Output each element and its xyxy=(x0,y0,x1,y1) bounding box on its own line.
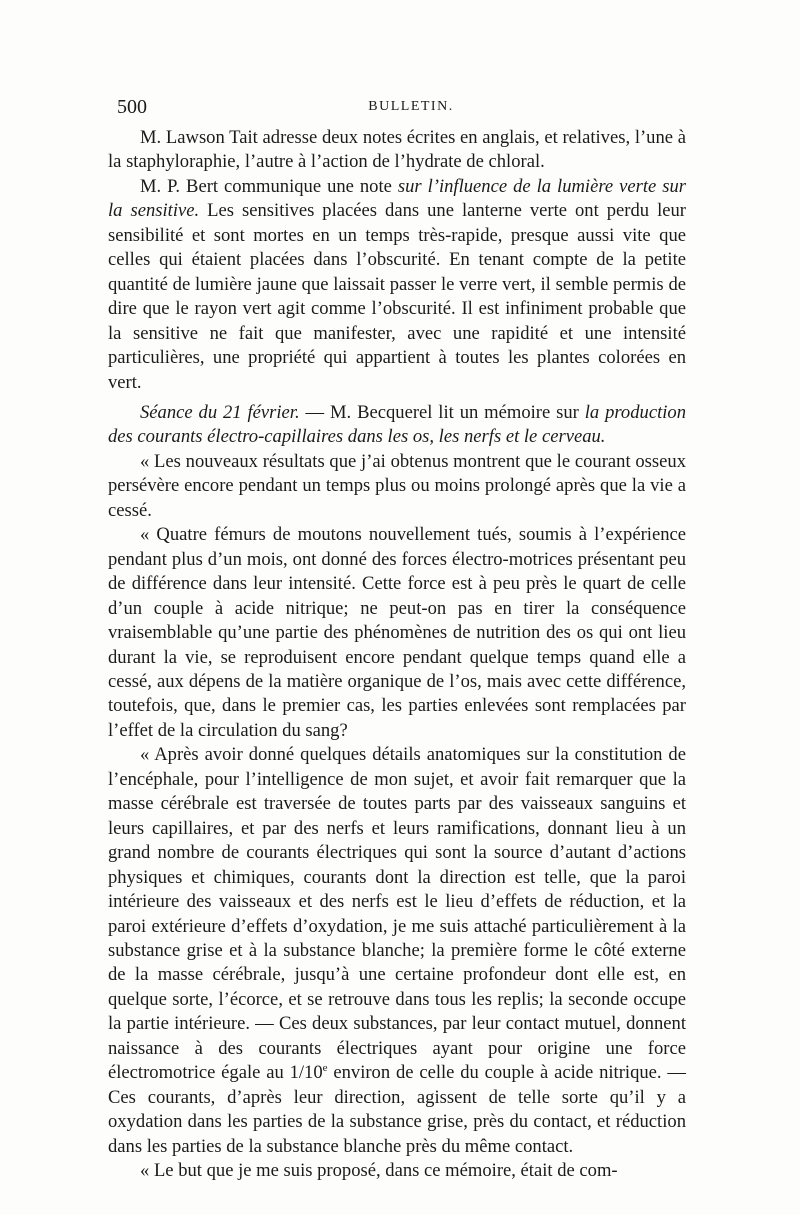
paragraph-text: « Après avoir donné quelques détails anatomiques sur la constitution de l’encéphale, pour l’intelligence de mon sujet, et avoir fait remarquer que la masse cérébrale est traversée de toutes parts par des vaisseaux sanguins et leurs capillaires, et par des nerfs et leurs ramifications, donnant lieu à un grand nombre de courants électriques qui sont la source d’autant d’actions physiques et chimiques, courants dont la direction est telle, que la paroi intérieure des vaisseaux et des nerfs est le lieu d’effets de réduction, et la paroi extérieure d’effets d’oxydation, je me suis attaché particulièrement à la substance grise et à la substance blanche; la première forme le côté externe de la masse cérébrale, jusqu’à une certaine profondeur dont elle est, en quelque sorte, l’écorce, et se retrouve dans tous les replis; la seconde occupe la partie intérieure. — Ces deux substances, par leur contact mutuel, donnent naissance à des courants électriques ayant pour origine une force électromotrice égale au 1/10 xyxy=(108,744,686,1084)
paragraph-lawson-tait xyxy=(108,126,686,175)
memoir-title: la production des courants électro-capillaires dans les os, les nerfs et le cerveau. xyxy=(108,401,687,448)
paragraph-text: M. P. Bert communique une note xyxy=(140,175,392,197)
paragraph-but xyxy=(108,1159,686,1183)
seance-date: Séance du 21 février. xyxy=(140,401,300,423)
page-header xyxy=(117,96,685,124)
body-text xyxy=(108,126,686,1183)
paragraph-text: « Le but que je me suis proposé, dans ce mémoire, était de com- xyxy=(140,1160,618,1182)
paragraph-text: — M. Becquerel lit un mémoire sur xyxy=(305,401,579,423)
paragraph-bert xyxy=(108,175,686,395)
superscript: e xyxy=(322,1062,328,1075)
paragraph-text: « Les nouveaux résultats que j’ai obtenus montrent que le courant osseux persévère encore pendant un temps plus ou moins prolongé après que la vie a cessé. xyxy=(108,450,686,521)
paragraph-text: Les sensitives placées dans une lanterne verte ont perdu leur sensibilité et sont mortes en un temps très-rapide, presque aussi vite que celles qui étaient placées dans l’obscurité. En tenant compte de la petite quantité de lumière jaune que laissait passer le verre vert, il semble permis de dire que le rayon vert agit comme l’obscurité. Il est infiniment probable que la sensitive ne fait que manifester, avec une rapidité et une intensité particulières, une propriété qui appartient à toutes les plantes colorées en vert. xyxy=(108,200,686,393)
paragraph-text: M. Lawson Tait adresse deux notes écrites en anglais, et relatives, l’une à la staphyloraphie, l’autre à l’action de l’hydrate de chloral. xyxy=(108,127,686,173)
note-title: sur l’influence de la lumière verte sur la sensitive. xyxy=(108,175,686,222)
page-number: 500 xyxy=(117,96,147,118)
paragraph-text: environ de celle du couple à acide nitrique. — Ces courants, d’après leur direction, agissent de telle sorte qu’il y a oxydation dans les parties de la substance grise, près du contact, et réduction dans les parties de la substance blanche près du même contact. xyxy=(108,1062,686,1157)
running-head: BULLETIN. xyxy=(368,99,454,114)
paragraph-courant-osseux xyxy=(108,450,686,523)
paragraph-seance xyxy=(108,401,686,450)
paragraph-femurs xyxy=(108,523,686,743)
paragraph-encephale xyxy=(108,743,686,1159)
paragraph-text: « Quatre fémurs de moutons nouvellement tués, soumis à l’expérience pendant plus d’un mois, ont donné des forces électro-motrices présentant peu de différence dans leur intensité. Cette force est à peu près le quart de celle d’un couple à acide nitrique; ne peut-on pas en tirer la conséquence vraisemblable qu’une partie des phénomènes de nutrition des os qui ont lieu durant la vie, se reproduisent encore pendant quelque temps quand elle a cessé, aux dépens de la matière organique de l’os, mais avec cette différence, toutefois, que, dans le premier cas, les parties enlevées sont remplacées par l’effet de la circulation du sang? xyxy=(108,524,686,741)
